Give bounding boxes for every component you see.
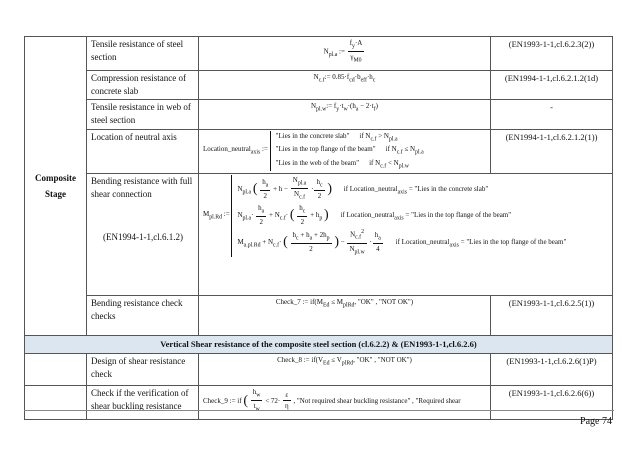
- table-row: [25, 296, 613, 336]
- formula-bending-resistance: $M_{pl.Rd}$ := $N_{pl.a}$ ( $\frac{h_a}{2}$ + h − $\frac{N_{pl.a}}{N_{c.f}}$ · $\frac{h_c}{2}$ ) if Location_neutral$_{axis}$ = "Lies in the concrete slab" $N_{pl.a}\cdot$ $\frac{h_a}{2}$ + $N_{c.f}\cdot$ ( $\frac{h_c}{2}$ + $h_p$ ) if Location_neutral$_{axis}$ = "Lies in the top flange of the beam" $M_{a.pl.Rd} + N_{c.f}\cdot$ ( $\frac{h_c + h_a + 2h_p}{2}$ ) − $\frac{N_{c.f}^2}{N_{pl.w}}$ · $\frac{h_a}{4}$ if Location_neutral$_{axis}$ = "Lies in the top flange of the beam": [199, 174, 613, 296]
- formula-check-8: Check_8 := $if(V_{Ed} \le V_{plRd}$, "OK" , "NOT OK"): [199, 354, 491, 386]
- row-reference: (EN1993-1-1,cl.6.2.6(6)): [491, 386, 613, 420]
- row-description: Check if the verification of shear buckling resistance: [87, 386, 199, 420]
- table-row: [25, 174, 613, 296]
- formula-tensile-web: $N_{pl.w}:= f_y\cdot t_w\cdot(h_a - 2\cdot t_f)$: [199, 100, 491, 130]
- formula-check-9: Check_9 := if ( $\frac{h_w}{t_w}$ < 72· $\frac{\varepsilon}{\eta}$ , "Not required shear buckling resistance" , "Required shear: [199, 386, 491, 420]
- row-description-text: Bending resistance with full shear connection: [91, 176, 193, 199]
- stage-label-line2: Stage: [45, 189, 66, 199]
- row-reference: (EN1993-1-1,cl.6.2.6(1)P): [491, 354, 613, 386]
- row-description: [87, 174, 199, 296]
- row-reference: (EN1993-1-1,cl.6.2.3(2)): [491, 37, 613, 71]
- empty-stage-cell: [25, 354, 87, 386]
- formula-compression-slab: $N_{c.f}:= 0.85\cdot f_{cd}\cdot b_{eff}\cdot h_c$: [199, 71, 491, 100]
- row-description: Tensile resistance of steel section: [87, 37, 199, 71]
- stage-cell: [25, 37, 87, 336]
- section-banner-row: [25, 336, 613, 354]
- formula-check-7: Check_7 := $if(M_{Ed} \le M_{plRd}$, "OK" , "NOT OK"): [199, 296, 491, 336]
- row-reference: (EN1994-1-1,cl.6.2.1.2(1)): [491, 130, 613, 174]
- table-row: [25, 37, 613, 71]
- footer-divider: [24, 410, 614, 411]
- table-row: [25, 71, 613, 100]
- stage-label-line1: Composite: [35, 173, 76, 183]
- formula-neutral-axis: Location_neutral$_{axis}$ := "Lies in the concrete slab" if $N_{c.f} > N_{pl.a}$ "Lies in the top flange of the beam" if $N_{c.f} \le N_{pl.a}$ "Lies in the web of the beam" if $N_{c.f} < N_{pl.w}$: [199, 130, 491, 174]
- row-description: Design of shear resistance check: [87, 354, 199, 386]
- row-description: Bending resistance check checks: [87, 296, 199, 336]
- row-reference: (EN1993-1-1,cl.6.2.5(1)): [491, 296, 613, 336]
- section-banner: Vertical Shear resistance of the composite steel section (cl.6.2.2) & (EN1993-1-1,cl.6.2.6): [25, 336, 613, 354]
- table-row: [25, 354, 613, 386]
- row-description: Location of neutral axis: [87, 130, 199, 174]
- page-number: Page 74: [580, 416, 612, 427]
- table-row: [25, 100, 613, 130]
- row-reference: (EN1994-1-1,cl.6.2.1.2(1d): [491, 71, 613, 100]
- row-description-reference: (EN1994-1-1,cl.6.1.2): [103, 232, 183, 242]
- calculation-table: [24, 36, 613, 420]
- empty-stage-cell: [25, 386, 87, 420]
- table-row: [25, 386, 613, 420]
- row-description: Compression resistance of concrete slab: [87, 71, 199, 100]
- table-row: [25, 130, 613, 174]
- row-description: Tensile resistance in web of steel section: [87, 100, 199, 130]
- formula-tensile-steel: $N_{pl.a}$ := $\frac{f_y\cdot A}{\gamma_{M0}}$: [199, 37, 491, 71]
- row-reference: -: [491, 100, 613, 130]
